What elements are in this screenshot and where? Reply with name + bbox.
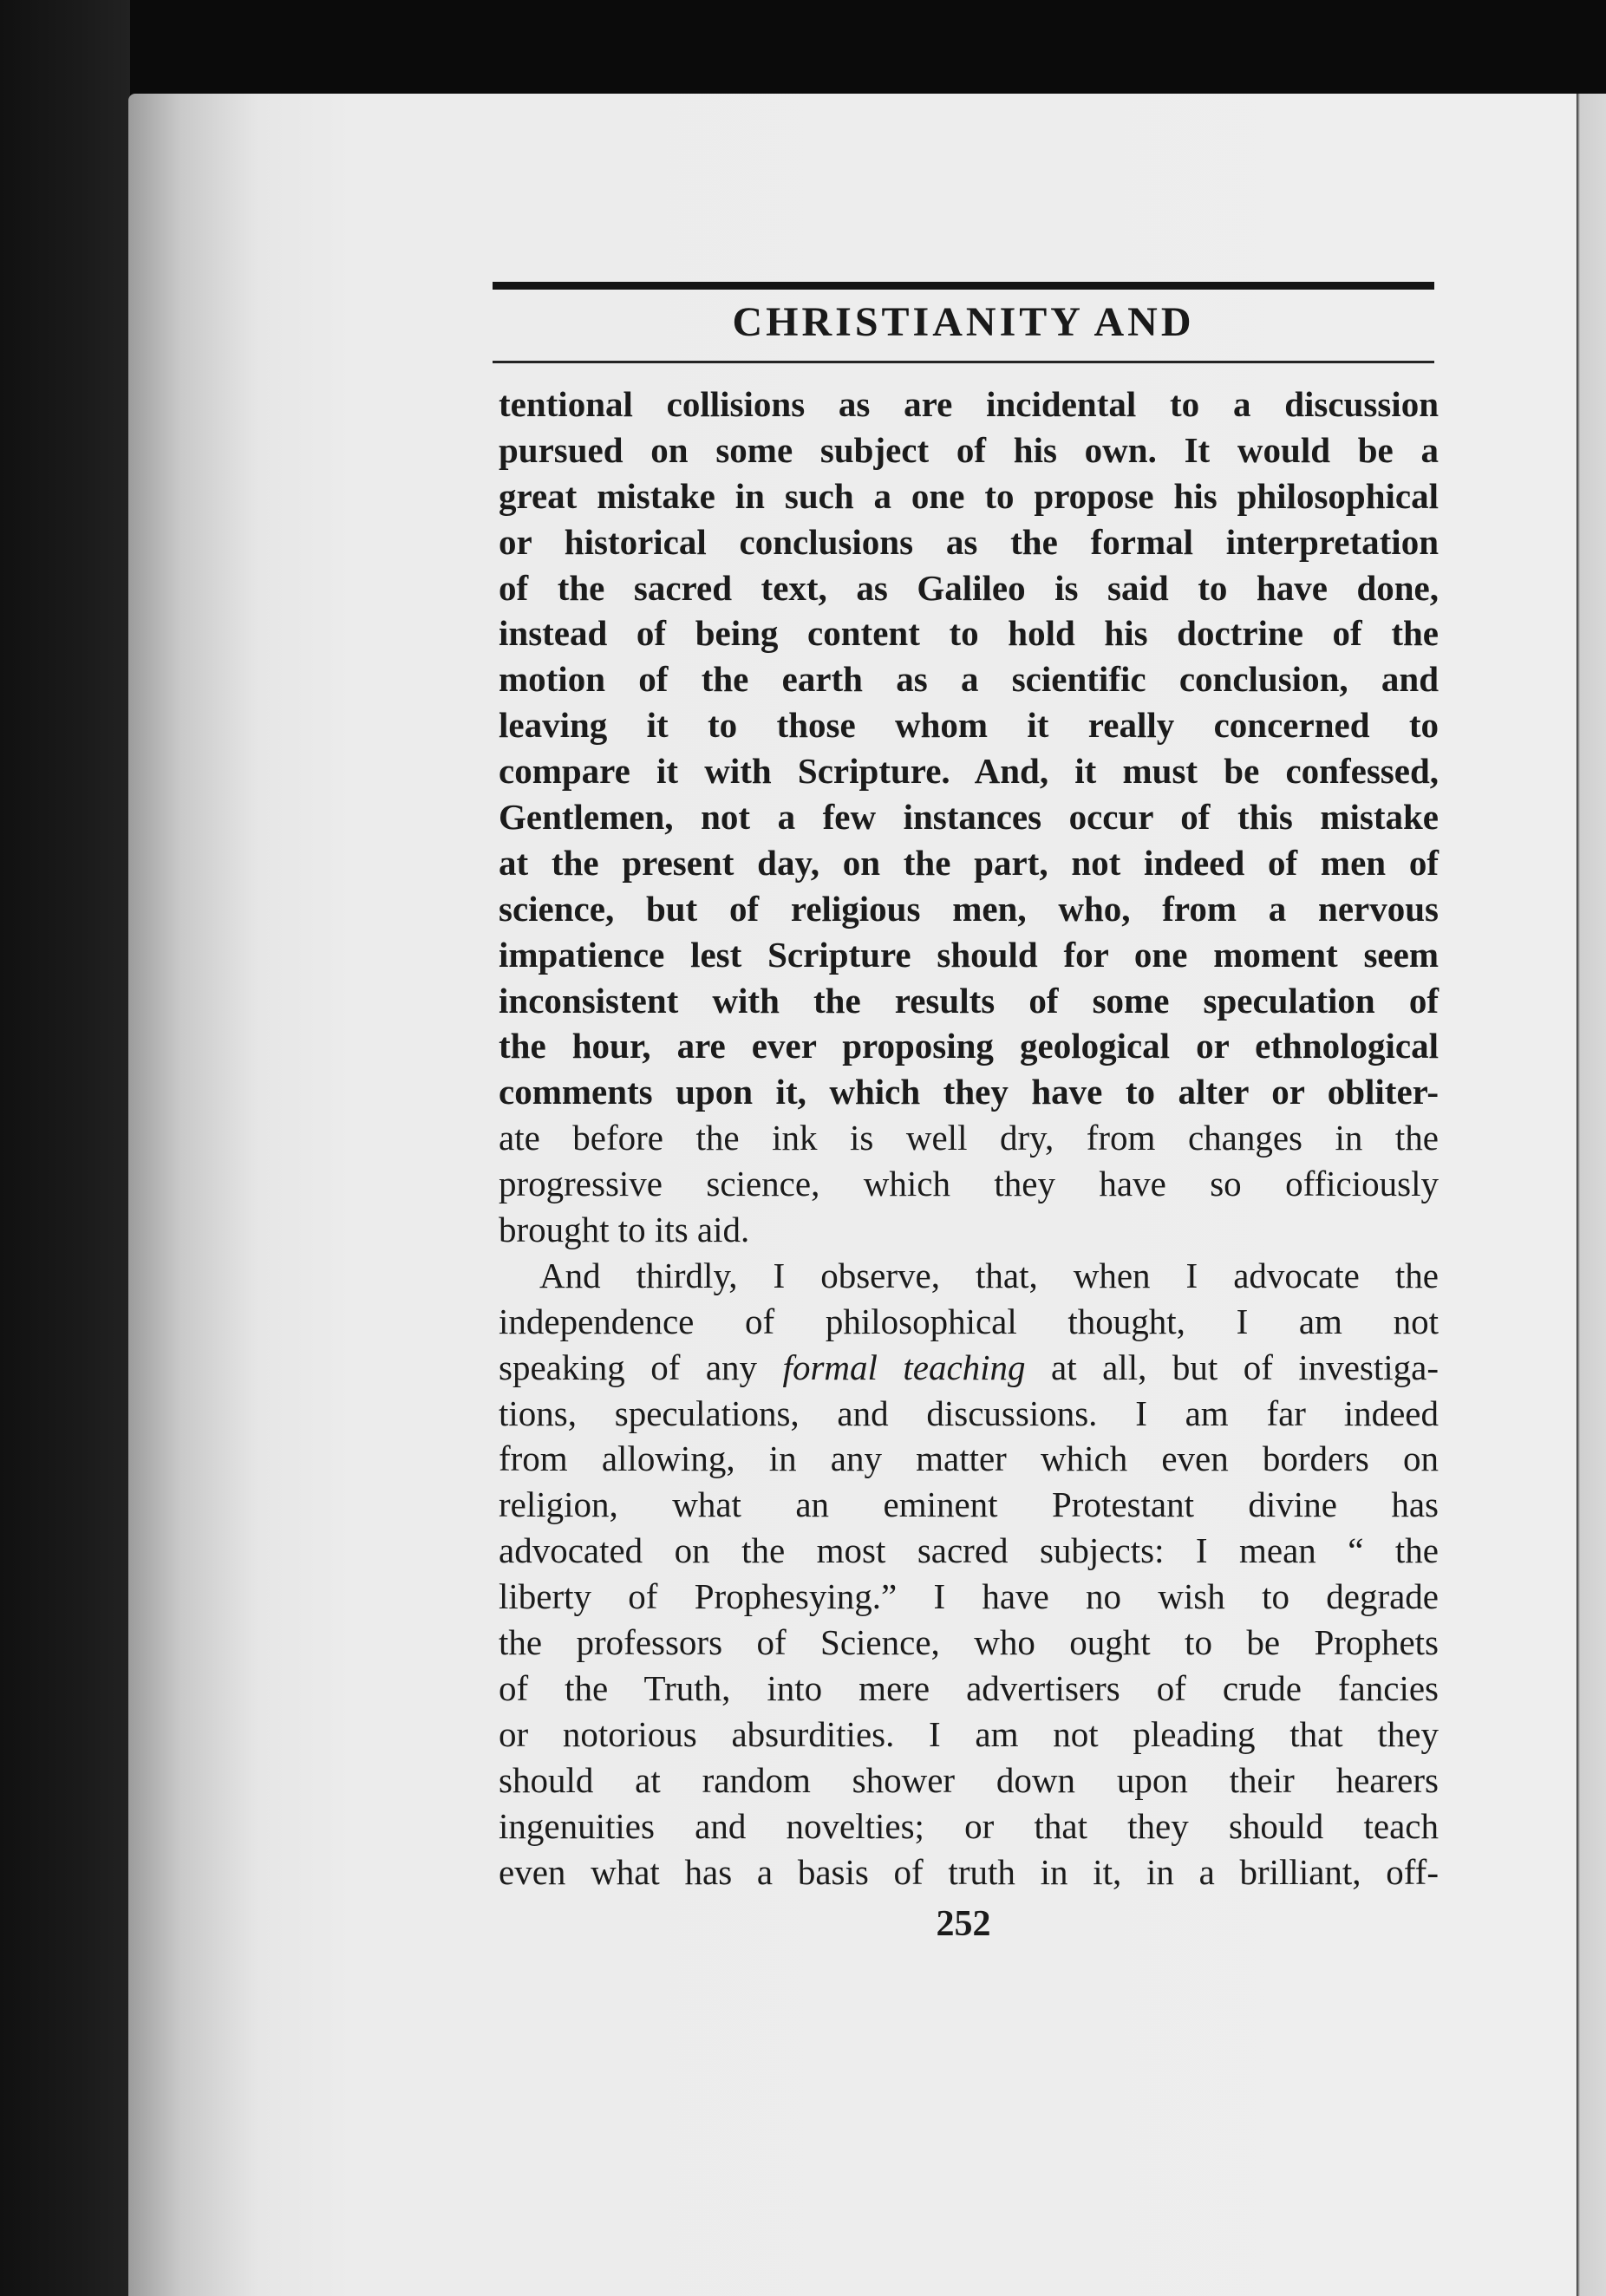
text-line: great mistake in such a one to propose his philosophical bbox=[499, 475, 1439, 516]
text-line: religion, what an eminent Protestant divine has bbox=[499, 1484, 1439, 1525]
text-line: the professors of Science, who ought to be Prophets bbox=[499, 1622, 1439, 1663]
running-head: CHRISTIANITY AND bbox=[732, 299, 1195, 345]
text-line: ate before the ink is well dry, from changes in the bbox=[499, 1118, 1439, 1158]
next-page-edge bbox=[1577, 94, 1606, 2296]
text-line: at the present day, on the part, not indeed of men of bbox=[499, 842, 1439, 883]
text-line: of the Truth, into mere advertisers of crude fancies bbox=[499, 1667, 1439, 1708]
paragraph bbox=[499, 382, 1439, 1253]
text-line: from allowing, in any matter which even borders on bbox=[499, 1438, 1439, 1479]
text-line: science, but of religious men, who, from a nervous bbox=[499, 888, 1439, 929]
text-line: Gentlemen, not a few instances occur of this mistake bbox=[499, 797, 1439, 838]
text-line: independence of philosophical thought, I am not bbox=[499, 1301, 1439, 1341]
text-line: ingenuities and novelties; or that they should teach bbox=[499, 1805, 1439, 1846]
text-segment: at all, but of investiga- bbox=[1025, 1347, 1440, 1387]
text-line: impatience lest Scripture should for one moment seem bbox=[499, 934, 1439, 975]
text-line: liberty of Prophesying.” I have no wish to degrade bbox=[499, 1576, 1439, 1617]
text-line: of the sacred text, as Galileo is said to have done, bbox=[499, 567, 1439, 608]
text-line: brought to its aid. bbox=[499, 1210, 750, 1250]
text-segment: speaking of any bbox=[499, 1347, 783, 1387]
text-line: tions, speculations, and discussions. I am far indeed bbox=[499, 1393, 1439, 1433]
text-line: the hour, are ever proposing geological or ethnological bbox=[499, 1026, 1439, 1066]
text-line: pursued on some subject of his own. It would be a bbox=[499, 429, 1439, 470]
text-line: tentional collisions as are incidental to a discussion bbox=[499, 384, 1439, 424]
text-line bbox=[499, 1345, 1439, 1391]
text-line: And thirdly, I observe, that, when I advocate the bbox=[539, 1255, 1439, 1295]
text-line: comments upon it, which they have to alter or obliter- bbox=[499, 1072, 1439, 1112]
text-line: compare it with Scripture. And, it must be confessed, bbox=[499, 751, 1439, 792]
text-line: instead of being content to hold his doctrine of the bbox=[499, 613, 1439, 654]
text-line: or historical conclusions as the formal interpretation bbox=[499, 521, 1439, 562]
text-line: progressive science, which they have so officiously bbox=[499, 1164, 1439, 1204]
text-line: inconsistent with the results of some speculation of bbox=[499, 980, 1439, 1021]
text-line: advocated on the most sacred subjects: I mean “ the bbox=[499, 1530, 1439, 1571]
book-spine-shadow bbox=[0, 0, 130, 2296]
text-line: or notorious absurdities. I am not pleading that they bbox=[499, 1713, 1439, 1754]
paragraph bbox=[499, 1253, 1439, 1895]
top-rule bbox=[493, 282, 1434, 290]
text-line: should at random shower down upon their hearers bbox=[499, 1759, 1439, 1800]
text-line: leaving it to those whom it really concerned to bbox=[499, 705, 1439, 746]
page-number: 252 bbox=[936, 1904, 991, 1944]
text-line: even what has a basis of truth in it, in a brilliant, off- bbox=[499, 1851, 1439, 1892]
text-line: motion of the earth as a scientific conclusion, and bbox=[499, 659, 1439, 700]
italic-phrase: formal teaching bbox=[782, 1347, 1026, 1387]
body-text bbox=[499, 382, 1439, 1895]
head-rule bbox=[493, 361, 1434, 363]
